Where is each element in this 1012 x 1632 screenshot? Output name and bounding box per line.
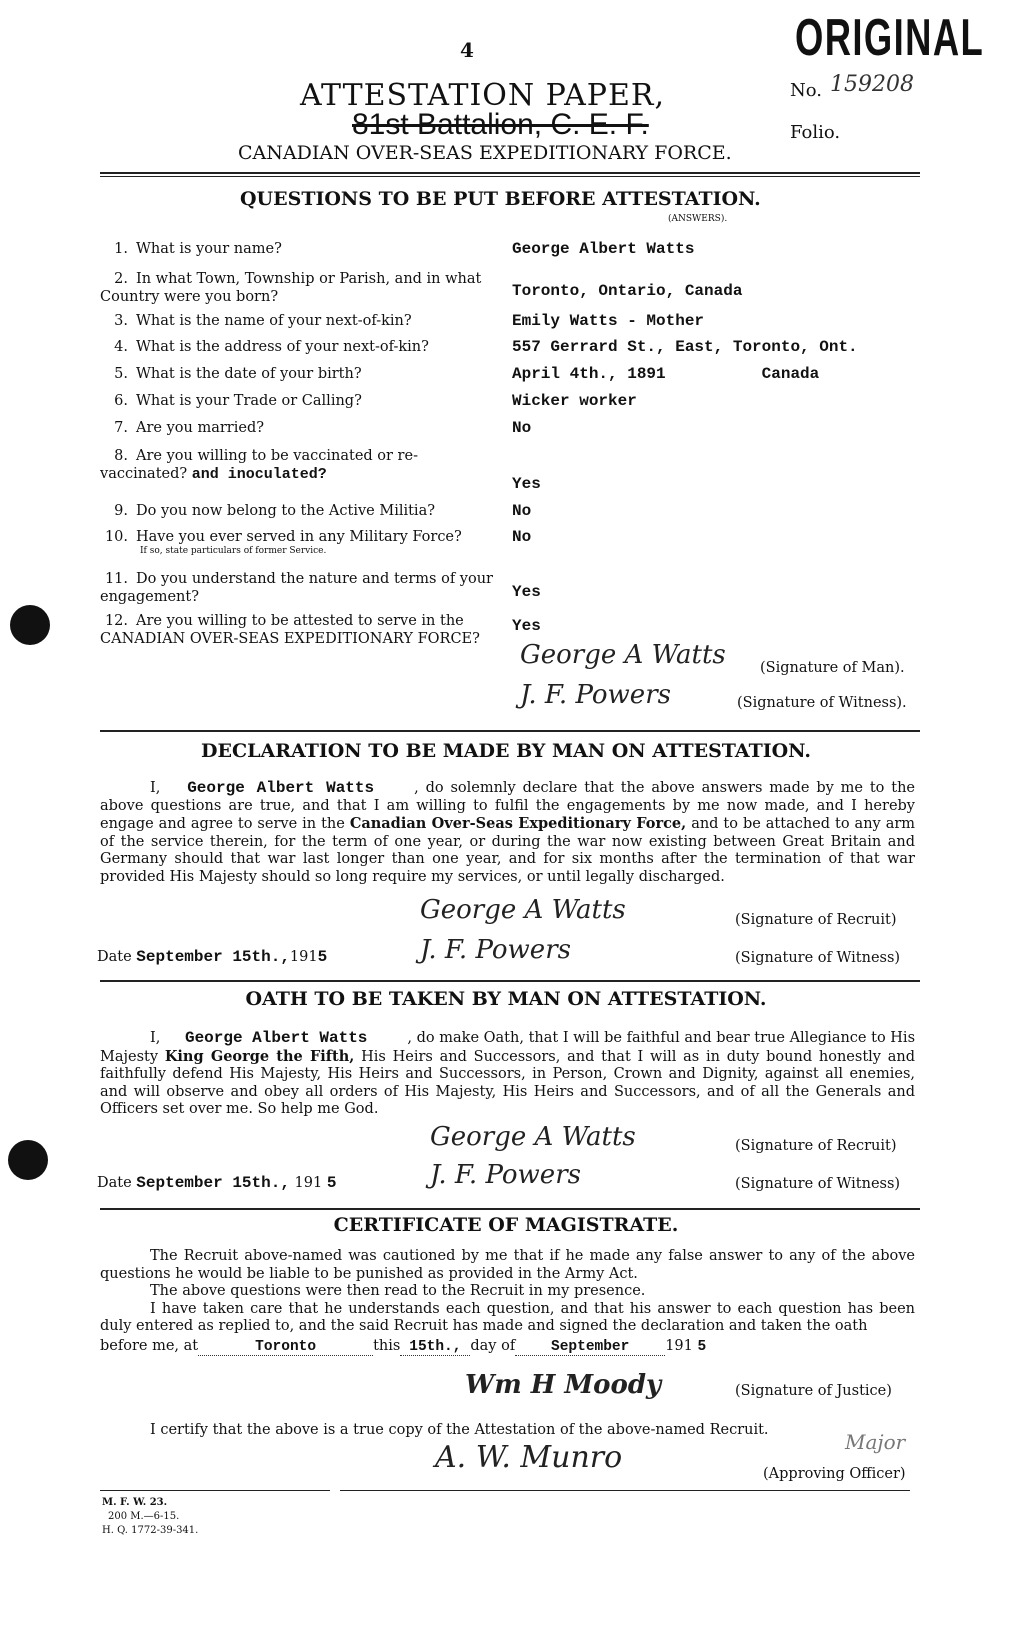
answers-label: (ANSWERS). bbox=[668, 214, 728, 224]
answer-10: No bbox=[512, 528, 532, 546]
battalion: 81st Battalion, C. E. F. bbox=[352, 108, 649, 141]
declaration-text: I, George Albert Watts , do solemnly declare that the above answers made by me to the above questions are true, and that I am willing to fulfil the engagements by me now made, and I hereby engage and agree to serve in the Canadian Over-Seas Expeditionary Force, and to be attached to any arm of the service therein, for the term of one year, or during the war now existing between Great Britain and Germany should that war last longer than one year, and for six months after the termination of that war provided His Majesty should so long require my services, or until legally discharged. bbox=[100, 779, 916, 885]
declaration-name: George Albert Watts bbox=[187, 779, 375, 797]
oath-signature-witness: J. F. Powers bbox=[430, 1160, 581, 1190]
answer-4: 557 Gerrard St., East, Toronto, Ont. bbox=[512, 338, 858, 356]
answer-12: Yes bbox=[512, 617, 541, 635]
answer-3: Emily Watts - Mother bbox=[512, 312, 705, 330]
signature-witness-label: (Signature of Witness). bbox=[737, 695, 907, 711]
form-reference: M. F. W. 23. 200 M.—6-15. H. Q. 1772-39-341. bbox=[102, 1497, 199, 1536]
question-2: 2. In what Town, Township or Parish, and in what Country were you born? bbox=[100, 271, 482, 305]
question-4: 4. What is the address of your next-of-kin? bbox=[114, 339, 429, 355]
answer-5: April 4th., 1891 Canada bbox=[512, 365, 820, 383]
oath-heading: OATH TO BE TAKEN BY MAN ON ATTESTATION. bbox=[245, 988, 767, 1010]
question-12: 12. Are you willing to be attested to serve in the CANADIAN OVER-SEAS EXPEDITIONARY FORCE? bbox=[100, 613, 480, 647]
signature-officer-label: (Approving Officer) bbox=[763, 1466, 906, 1482]
magistrate-heading: CERTIFICATE OF MAGISTRATE. bbox=[333, 1214, 679, 1236]
oath-signature-recruit: George A Watts bbox=[430, 1122, 636, 1152]
magistrate-place-date: before me, at Toronto this 15th., day of September 191 5 bbox=[100, 1338, 707, 1355]
magistrate-text: The Recruit above-named was cautioned by me that if he made any false answer to any of the above questions he would be liable to be punished as provided in the Army Act. The above questions were then read to the Recruit in my presence. I have taken care that he understands each question, and that his answer to each question has been duly entered as replied to, and the said Recruit has made and signed the declaration and taken the oath bbox=[100, 1248, 915, 1334]
declaration-signature-witness: J. F. Powers bbox=[420, 935, 571, 965]
no-label: No. bbox=[790, 80, 822, 101]
declaration-heading: DECLARATION TO BE MADE BY MAN ON ATTESTATION. bbox=[201, 740, 811, 762]
question-9: 9. Do you now belong to the Active Militia? bbox=[114, 503, 435, 519]
answer-2: Toronto, Ontario, Canada bbox=[512, 282, 743, 300]
oath-text: I, George Albert Watts , do make Oath, that I will be faithful and bear true Allegiance to His Majesty King George the Fifth, His Heirs and Successors, and that I will as in duty bound honestly and faithfully defend His Majesty, His Heirs and Successors, in Person, Crown and Dignity, against all enemies, and will observe and obey all orders of His Majesty, His Heirs and Successors, and of all the Generals and Officers set over me. So help me God. bbox=[100, 1029, 916, 1117]
signature-witness: J. F. Powers bbox=[520, 680, 671, 710]
answer-7: No bbox=[512, 419, 532, 437]
declaration-date: Date September 15th.,1915 bbox=[97, 948, 328, 966]
signature-man: George A Watts bbox=[520, 640, 726, 670]
original-stamp: ORIGINAL bbox=[795, 9, 985, 67]
question-5: 5. What is the date of your birth? bbox=[114, 366, 362, 382]
folio-label: Folio. bbox=[790, 122, 841, 143]
punch-hole bbox=[8, 1140, 48, 1180]
page-number: 4 bbox=[460, 38, 474, 62]
answer-1: George Albert Watts bbox=[512, 240, 695, 258]
declaration-witness-label: (Signature of Witness) bbox=[735, 950, 901, 966]
subtitle: CANADIAN OVER-SEAS EXPEDITIONARY FORCE. bbox=[238, 142, 732, 164]
declaration-signature-recruit: George A Watts bbox=[420, 895, 626, 925]
declaration-recruit-label: (Signature of Recruit) bbox=[735, 912, 897, 928]
answer-8: Yes bbox=[512, 475, 541, 493]
certify-text: I certify that the above is a true copy of the Attestation of the above-named Recruit. bbox=[150, 1422, 769, 1438]
punch-hole bbox=[10, 605, 50, 645]
signature-officer: A. W. Munro bbox=[435, 1440, 623, 1475]
question-7: 7. Are you married? bbox=[114, 420, 264, 436]
document-title: ATTESTATION PAPER, bbox=[300, 78, 665, 113]
question-11: 11. Do you understand the nature and terms of your engagement? bbox=[100, 571, 493, 605]
signature-justice: Wm H Moody bbox=[465, 1370, 662, 1400]
oath-witness-label: (Signature of Witness) bbox=[735, 1176, 901, 1192]
questions-heading: QUESTIONS TO BE PUT BEFORE ATTESTATION. bbox=[240, 188, 761, 210]
answer-9: No bbox=[512, 502, 532, 520]
signature-justice-label: (Signature of Justice) bbox=[735, 1383, 892, 1399]
oath-date: Date September 15th., 191 5 bbox=[97, 1174, 337, 1192]
question-8: 8. Are you willing to be vaccinated or re-vaccinated? and inoculated? bbox=[100, 448, 418, 483]
answer-6: Wicker worker bbox=[512, 392, 637, 410]
oath-name: George Albert Watts bbox=[184, 1029, 368, 1047]
signature-man-label: (Signature of Man). bbox=[760, 660, 905, 676]
serial-number: 159208 bbox=[830, 72, 914, 97]
answer-11: Yes bbox=[512, 583, 541, 601]
oath-recruit-label: (Signature of Recruit) bbox=[735, 1138, 897, 1154]
question-10: 10. Have you ever served in any Military Force? If so, state particulars of former Service. bbox=[104, 529, 462, 556]
question-6: 6. What is your Trade or Calling? bbox=[114, 393, 362, 409]
question-3: 3. What is the name of your next-of-kin? bbox=[114, 313, 412, 329]
question-1: 1. What is your name? bbox=[114, 241, 282, 257]
officer-rank: Major bbox=[845, 1430, 906, 1454]
